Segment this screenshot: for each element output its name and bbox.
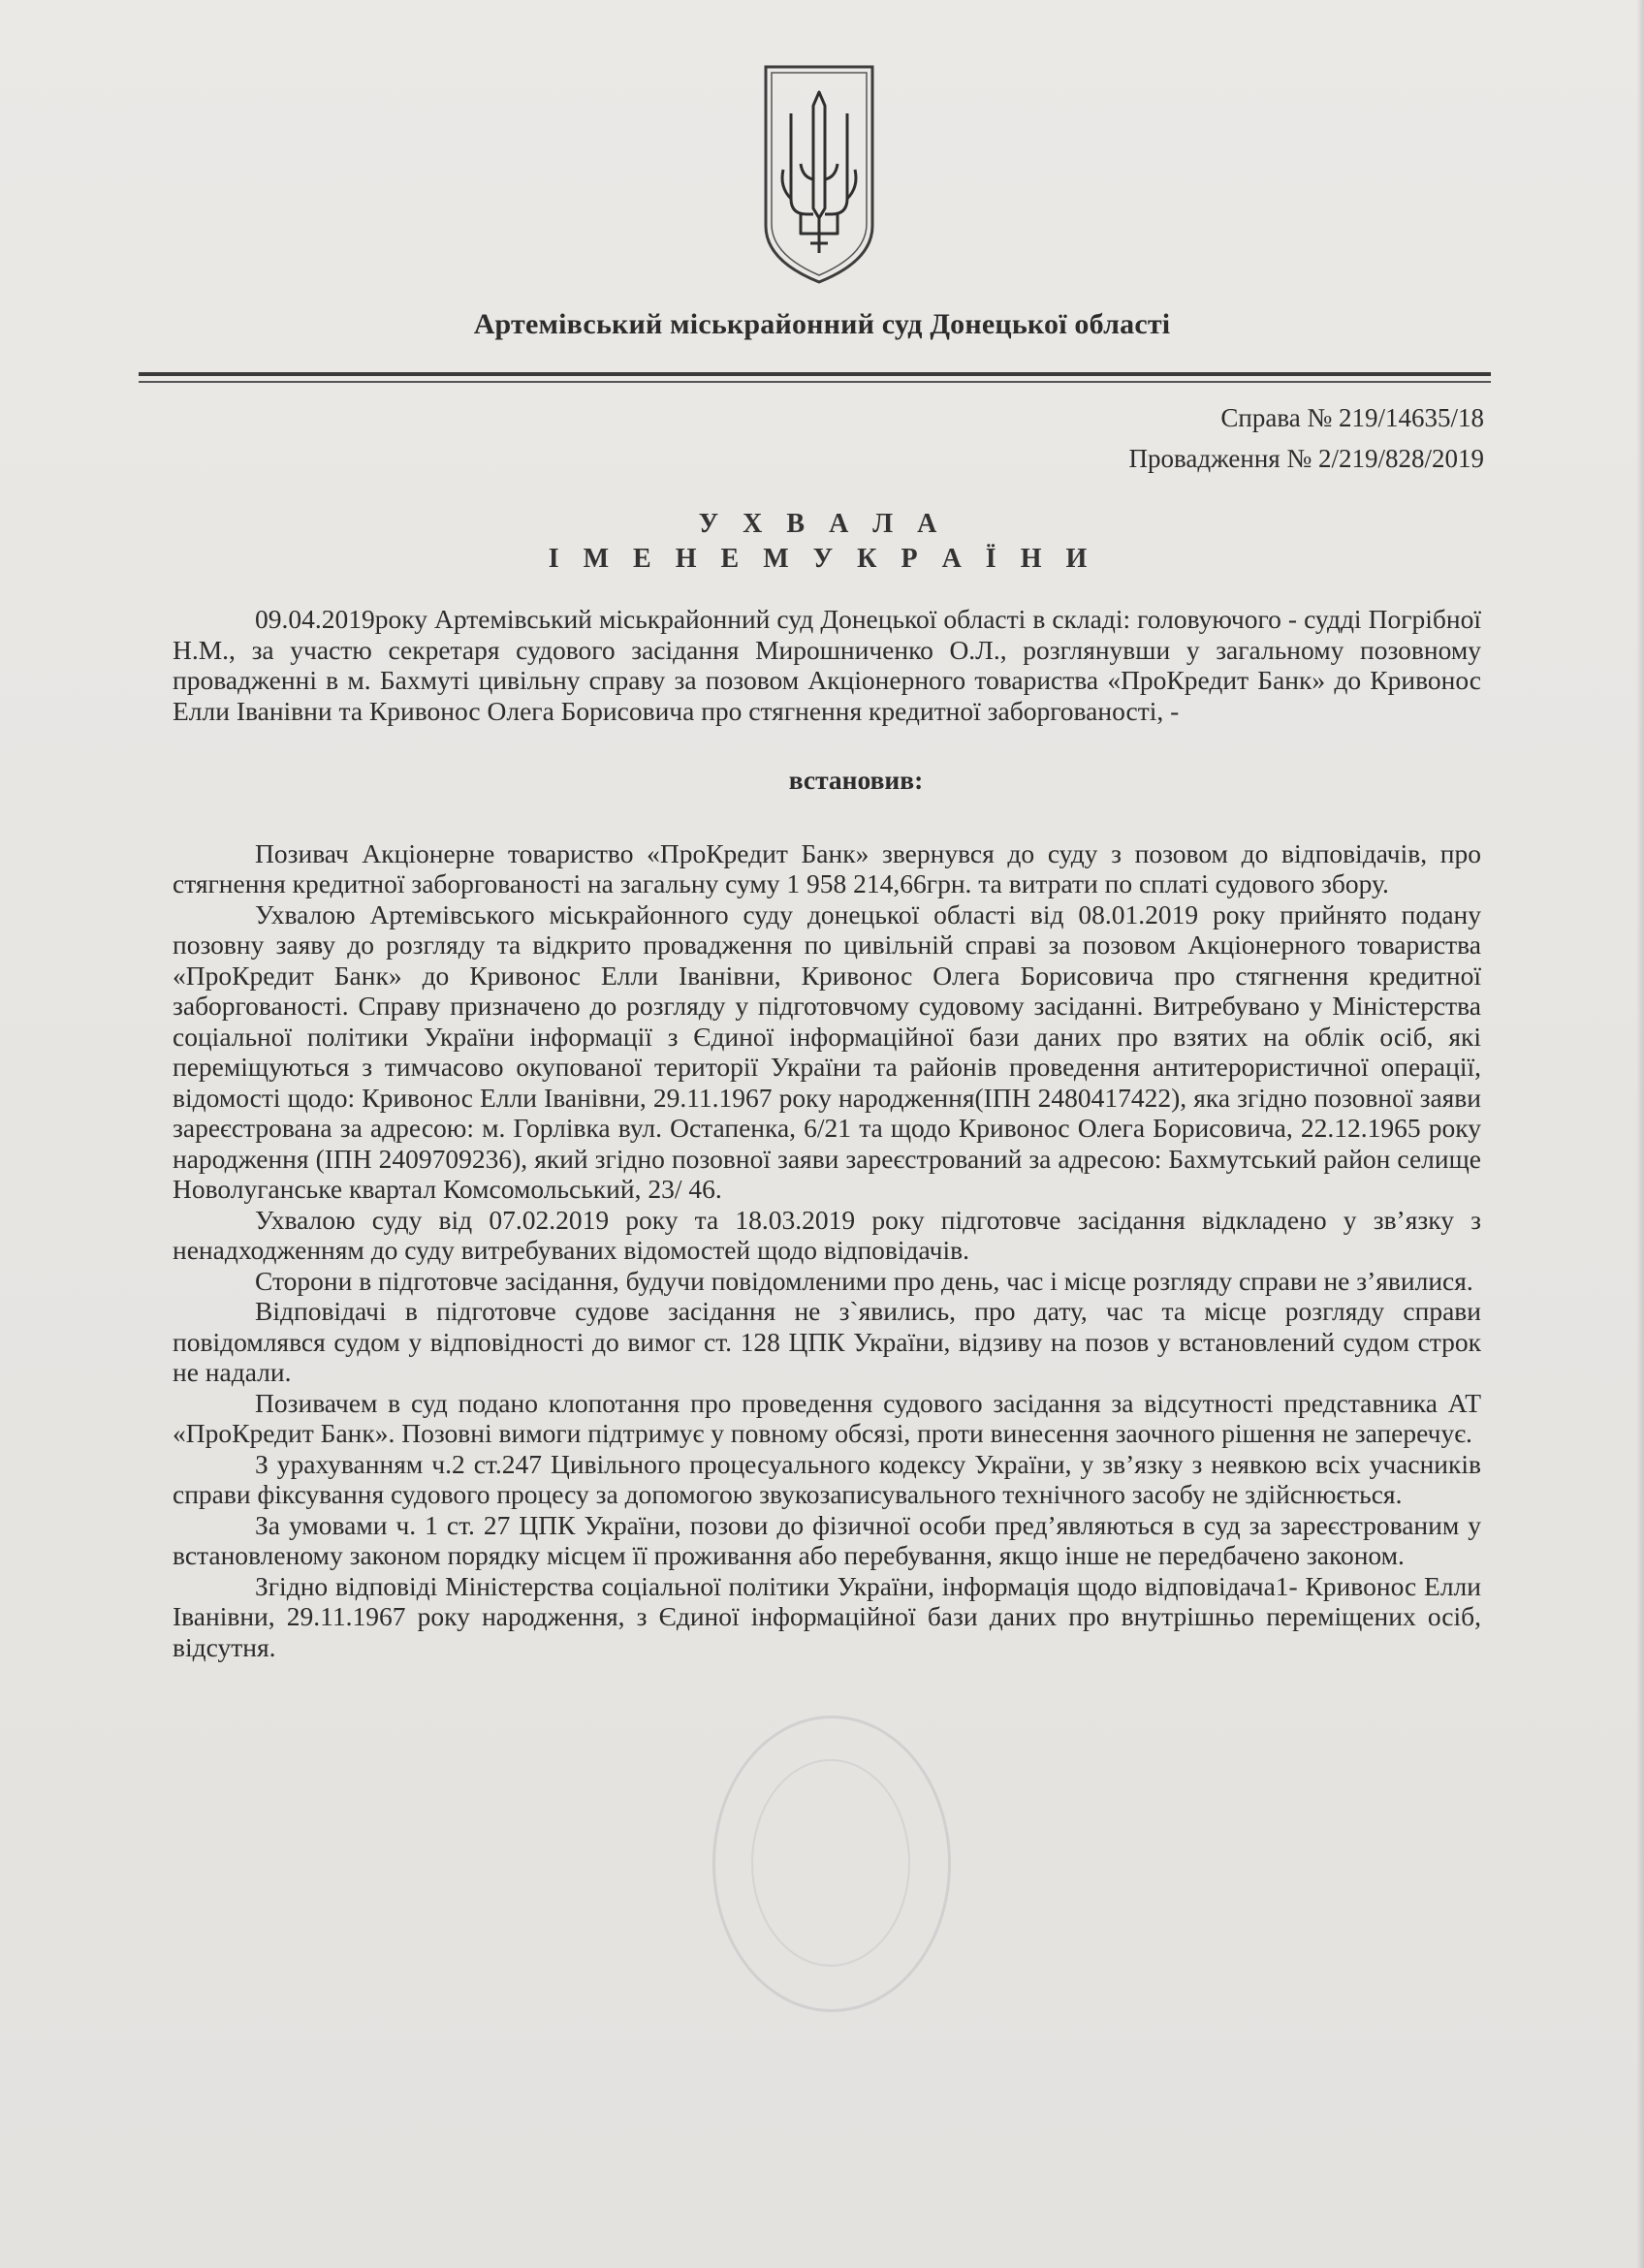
case-info — [1129, 397, 1484, 479]
body-paragraph: З урахуванням ч.2 ст.247 Цивільного процесуального кодексу України, у зв’язку з неявкою всіх учасників справи фіксування судового процесу за допомогою звукозаписувального технічного засобу не здійснюється. — [173, 1448, 1481, 1509]
body-paragraph: Згідно відповіді Міністерства соціальної політики України, інформація щодо відповідача1- Кривонос Елли Іванівни, 29.11.1967 року народження, з Єдиної інформаційної бази даних про внутрішньо переміщених осіб, відсутня. — [173, 1570, 1481, 1662]
document-body — [173, 604, 1481, 1662]
header-rule-thin — [139, 381, 1491, 383]
document-title — [0, 507, 1644, 577]
body-paragraph: Ухвалою суду від 07.02.2019 року та 18.03.2019 року підготовче засідання відкладено у зв’язку з ненадходженням до суду витребуваних відомостей щодо відповідачів. — [173, 1204, 1481, 1265]
body-paragraph: За умовами ч. 1 ст. 27 ЦПК України, позови до фізичної особи пред’являються в суд за зареєстрованим у встановленому законом порядку місцем її проживання або перебування, якщо інше не передбачено законом. — [173, 1509, 1481, 1570]
page-edge-shadow — [1636, 0, 1644, 2268]
case-number: Справа № 219/14635/18 — [1220, 403, 1484, 432]
court-name: Артемівський міськрайонний суд Донецької області — [473, 308, 1171, 340]
proceeding-number: Провадження № 2/219/828/2019 — [1128, 444, 1484, 473]
body-paragraph: Ухвалою Артемівського міськрайонного суду донецької області від 08.01.2019 року прийнято подану позовну заяву до розгляду та відкрито провадження по цивільній справі за позовом Акціонерного товариства «ПроКредит Банк» до Кривонос Елли Іванівни, Кривонос Олега Борисовича про стягнення кредитної заборгованості. Справу призначено до розгляду у підготовчому судовому засіданні. Витребувано у Міністерства соціальної політики України інформації з Єдиної інформаційної бази даних про взятих на облік осіб, які переміщуються з тимчасово окупованої території України та районів проведення антитерористичної операції, відомості щодо: Кривонос Елли Іванівни, 29.11.1967 року народження(ІПН 2480417422), яка згідно позовної заяви зареєстрована за адресою: м. Горлівка вул. Остапенка, 6/21 та щодо Кривонос Олега Борисовича, 22.12.1965 року народження (ІПН 2409709236), який згідно позовної заяви зареєстрований за адресою: Бахмутський район селище Новолуганське квартал Комсомольський, 23/ 46. — [173, 898, 1481, 1204]
intro-paragraph: 09.04.2019року Артемівський міськрайонний суд Донецької області в складі: головуючого - судді Погрібної Н.М., за участю секретаря судового засідання Мирошниченко О.Л., розглянувши у загальному позовному провадженні в м. Бахмуті цивільну справу за позовом Акціонерного товариства «ПроКредит Банк» до Кривонос Елли Іванівни та Кривонос Олега Борисовича про стягнення кредитної заборгованості, - — [173, 604, 1481, 726]
body-paragraph: Позивач Акціонерне товариство «ПроКредит Банк» звернувся до суду з позовом до відповідачів, про стягнення кредитної заборгованості на загальну суму 1 958 214,66грн. та витрати по сплаті судового збору. — [173, 837, 1481, 898]
title-line-ruling: У Х В А Л А — [698, 509, 946, 539]
coat-of-arms-icon — [762, 63, 876, 286]
title-line-ukraine: І М Е Н Е М У К Р А Ї Н И — [548, 544, 1096, 574]
established-heading: встановив: — [788, 765, 924, 795]
body-paragraph: Відповідачі в підготовче судове засідання не з`явились, про дату, час та місце розгляду справи повідомлявся судом у відповідності до вимог ст. 128 ЦПК України, відзиву на позов у встановлений судом строк не надали. — [173, 1296, 1481, 1387]
stamp-mark-inner — [751, 1759, 910, 1967]
header-rule — [139, 372, 1491, 376]
body-paragraph: Сторони в підготовче засідання, будучи повідомленими про день, час і місце розгляду справи не з’явилися. — [255, 1265, 1473, 1296]
body-paragraph: Позивачем в суд подано клопотання про проведення судового засідання за відсутності представника АТ «ПроКредит Банк». Позовні вимоги підтримує у повному обсязі, проти винесення заочного рішення не заперечує. — [173, 1387, 1481, 1448]
